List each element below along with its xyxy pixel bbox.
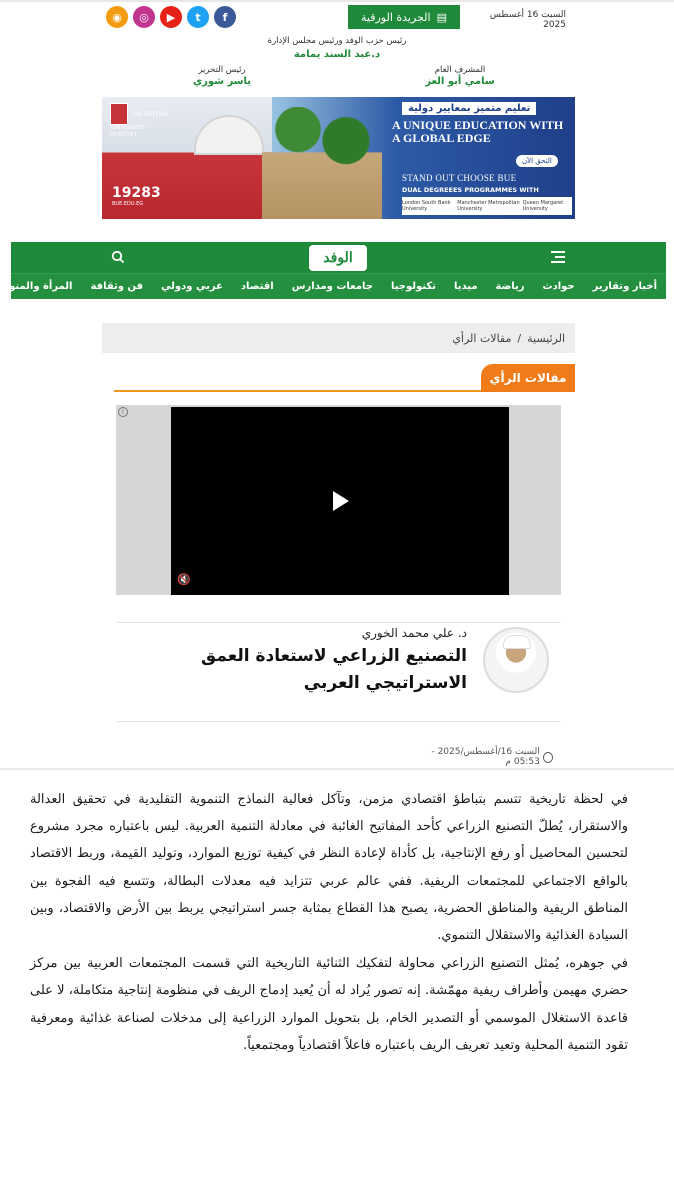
- social-links: [106, 6, 236, 28]
- printed-paper-label: الجريدة الورقية: [361, 10, 431, 24]
- video-player[interactable]: [116, 405, 561, 595]
- article-paragraph: في لحظة تاريخية تتسم بتباطؤ اقتصادي مزمن، وتآكل فعالية النماذج التنموية التقليدية في تحقيق العدالة والاستقرار، يُطلّ التصنيع الزراعي كأحد المفاتيح الغائبة في معادلة التنمية العربية. ليس باعتباره مجرد مشروع لتحسين المحاصيل أو رفع الإنتاجية، بل كأداة لإعادة النظر في كيفية توزيع الموارد، وتوليد القيمة، وربط الاقتصاد بالواقع الاجتماعي للمجتمعات الريفية. ففي عالم عربي تتزايد فيه معدلات البطالة، وتتسع فيه الفجوة بين المناطق الريفية والمناطق الحضرية، يصبح هذا القطاع بمثابة جسر استراتيجي يربط بين الأرض والاقتصاد، وبين السيادة الغذائية والاستقلال التنموي.: [30, 792, 628, 944]
- main-navbar: [2, 242, 666, 299]
- nav-link-women[interactable]: المرأة والمنوع: [2, 281, 73, 292]
- newspaper-icon: ▤: [436, 10, 447, 24]
- nav-link-technology[interactable]: تكنولوجيا: [390, 281, 436, 292]
- nav-link-accidents[interactable]: حوادث: [542, 281, 575, 292]
- site-logo[interactable]: الوفد: [309, 245, 367, 271]
- banner-join-button[interactable]: التحق الآن: [516, 155, 558, 167]
- breadcrumb-current[interactable]: مقالات الرأي: [452, 331, 512, 345]
- breadcrumb-separator: /: [517, 331, 522, 345]
- banner-stand-out: STAND OUT CHOOSE BUE: [402, 173, 517, 183]
- banner-university-logos: London South Bank University Manchester Metropolitan University Queen Margaret University: [402, 197, 572, 215]
- info-icon[interactable]: i: [118, 407, 128, 417]
- banner-title: A UNIQUE EDUCATION WITH A GLOBAL EDGE: [392, 118, 564, 145]
- chairman-title: رئيس حزب الوفد ورئيس مجلس الإدارة: [267, 36, 407, 46]
- breadcrumb: [102, 323, 575, 353]
- divider: [0, 768, 674, 770]
- banner-palms-image: [262, 107, 382, 219]
- banner-hotline: 19283: [112, 185, 161, 201]
- nav-link-world[interactable]: عربي ودولي: [161, 281, 223, 292]
- ad-banner[interactable]: [102, 97, 575, 219]
- current-date: السبت 16 أغسطس 2025: [489, 10, 566, 30]
- printed-paper-button[interactable]: [348, 5, 460, 29]
- article-header: [116, 622, 561, 722]
- publish-date-text: السبت 16/أغسطس/2025 - 05:53 م: [431, 747, 540, 767]
- article-body: [30, 786, 628, 1060]
- banner-dual-degrees: DUAL DEGREEES PROGRAMMES WITH: [402, 186, 539, 194]
- video-screen[interactable]: [171, 407, 509, 595]
- publish-date: [407, 747, 553, 767]
- nav-link-news[interactable]: أخبار وتقارير: [592, 281, 657, 292]
- search-icon[interactable]: [111, 249, 125, 268]
- nav-link-economy[interactable]: اقتصاد: [240, 281, 274, 292]
- banner-website: BUE.EDU.EG: [112, 201, 144, 207]
- top-bar: [0, 0, 674, 30]
- editor-title: رئيس التحرير: [198, 65, 246, 75]
- chairman-name: د.عبد السند يمامة: [293, 49, 381, 60]
- play-icon[interactable]: [333, 491, 349, 511]
- author-headwear: [503, 635, 531, 649]
- author-name[interactable]: د. علي محمد الخوري: [361, 626, 467, 640]
- supervisor-name: سامي أبو العز: [425, 76, 495, 87]
- banner-arabic-slogan: تعليم متميز بمعايير دولية: [402, 102, 536, 115]
- bue-logo: THE BRITISH UNIVERSITY IN EGYPT: [110, 103, 180, 139]
- section-header: [114, 364, 575, 392]
- instagram-icon[interactable]: ◎: [133, 6, 155, 28]
- nav-links: [2, 273, 666, 299]
- youtube-icon[interactable]: ▶: [160, 6, 182, 28]
- rss-icon[interactable]: ◉: [106, 6, 128, 28]
- nav-link-culture[interactable]: فن وثقافة: [90, 281, 144, 292]
- navbar-top-row: [11, 242, 666, 272]
- supervisor-title: المشرف العام: [434, 65, 486, 75]
- author-avatar: [483, 627, 549, 693]
- bue-shield-icon: [110, 103, 128, 125]
- mute-icon[interactable]: 🔇: [177, 573, 191, 586]
- twitter-icon[interactable]: t: [187, 6, 209, 28]
- article-paragraph: في جوهره، يُمثل التصنيع الزراعي محاولة لتفكيك الثنائية التاريخية التي قسمت المجتمعات العربية بين مركز حضري مهيمن وأطراف ريفية مهمّشة. إنه تصور يُراد له أن يُعيد إدماج الريف في منظومة إنتاجية متكاملة، لا على قاعدة الاستغلال الموسمي أو التصدير الخام، بل بتحويل الموارد الزراعية إلى مدخلات لصناعة غذائية ومعرفية تقود التنمية المحلية وتعيد تعريف الريف باعتباره فاعلاً اقتصادياً ومجتمعياً.: [30, 956, 628, 1053]
- facebook-icon[interactable]: f: [214, 6, 236, 28]
- nav-link-education[interactable]: جامعات ومدارس: [291, 281, 373, 292]
- nav-link-sports[interactable]: رياضة: [495, 281, 525, 292]
- clock-icon: [543, 752, 553, 763]
- editor-name: ياسر شوري: [192, 76, 252, 87]
- breadcrumb-home[interactable]: الرئيسية: [527, 331, 565, 345]
- nav-link-media[interactable]: ميديا: [453, 281, 478, 292]
- menu-icon[interactable]: [551, 251, 565, 263]
- section-tag[interactable]: مقالات الرأي: [481, 364, 575, 392]
- article-title: التصنيع الزراعي لاستعادة العمق الاستراتيجي العربي: [201, 646, 467, 693]
